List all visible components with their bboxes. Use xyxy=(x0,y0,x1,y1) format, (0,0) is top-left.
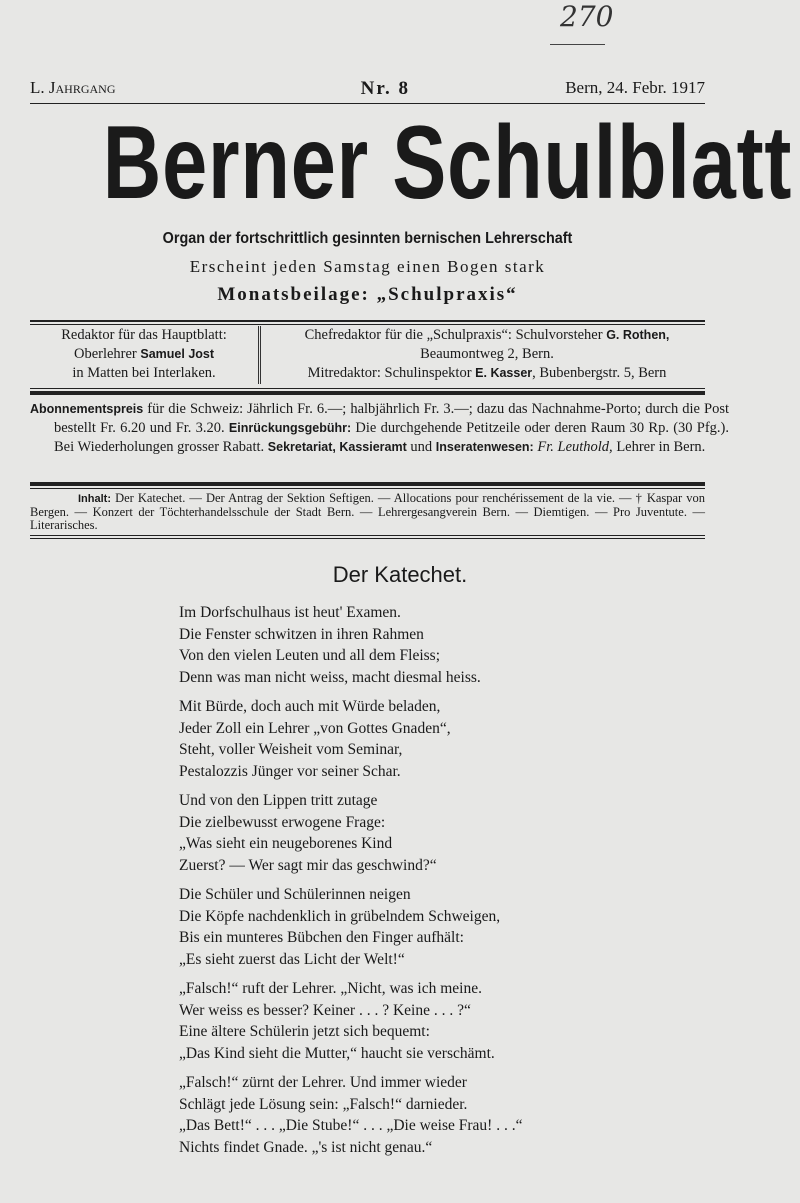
poem-stanza xyxy=(179,1072,522,1158)
subscription-text: für die Schweiz: Jährlich Fr. 6.—; halbjährlich Fr. 3.—; dazu das Nachnahme-Porto; durch die Post bestellt Fr. 6.20 und Fr. 3.20. xyxy=(54,401,729,436)
secretariat-label: Sekretariat, Kassieramt xyxy=(267,440,407,454)
ad-fee-label: Einrückungsgebühr: xyxy=(228,421,352,435)
poem-stanza xyxy=(179,884,522,970)
place-date: Bern, 24. Febr. 1917 xyxy=(565,78,705,97)
poem-stanza xyxy=(179,602,522,688)
conjunction: und xyxy=(410,439,433,455)
poem-line: Jeder Zoll ein Lehrer „von Gottes Gnaden“, xyxy=(179,719,451,737)
poem-line: Von den vielen Leuten und all dem Fleiss; xyxy=(179,647,441,664)
divider xyxy=(30,538,705,539)
poem-line: „Falsch!“ zürnt der Lehrer. Und immer wieder xyxy=(179,1074,467,1091)
divider xyxy=(30,324,705,325)
poem-line: Steht, voller Weisheit vom Seminar, xyxy=(179,741,403,758)
poem-line: Die zielbewusst erwogene Frage: xyxy=(179,813,386,831)
contents-label: Inhalt: xyxy=(78,493,111,505)
divider xyxy=(30,482,705,486)
poem-line: „Das Kind sieht die Mutter,“ haucht sie verschämt. xyxy=(179,1044,495,1062)
editor-place: in Matten bei Interlaken. xyxy=(72,365,216,381)
poem-line: Schlägt jede Lösung sein: „Falsch!“ darnieder. xyxy=(179,1095,468,1113)
editor-label: Redaktor für das Hauptblatt: xyxy=(61,327,227,343)
editors-box xyxy=(30,326,705,384)
co-editor-address: , Bubenbergstr. 5, Bern xyxy=(532,365,667,381)
poem-line: „Falsch!“ ruft der Lehrer. „Nicht, was ich meine. xyxy=(179,980,482,997)
table-of-contents xyxy=(30,492,705,532)
poem-line: „Das Bett!“ . . . „Die Stube!“ . . . „Die weise Frau! . . .“ xyxy=(179,1117,523,1134)
poem-line: Die Schüler und Schülerinnen neigen xyxy=(179,886,411,903)
poem-line: „Was sieht ein neugeborenes Kind xyxy=(179,835,393,852)
co-editor-title: Schulinspektor xyxy=(384,365,472,381)
supplement-editors xyxy=(261,326,705,384)
subscription-label: Abonnementspreis xyxy=(30,402,144,416)
poem xyxy=(179,602,522,1166)
poem-line: Bis ein munteres Bübchen den Finger aufhält: xyxy=(179,929,464,946)
poem-line: „Es sieht zuerst das Licht der Welt!“ xyxy=(179,950,405,968)
article-title: Der Katechet. xyxy=(332,562,468,587)
chief-editor-address: Beaumontweg 2, Bern. xyxy=(420,346,554,362)
secretary-name: Fr. Leuthold, xyxy=(537,439,613,455)
subscription-info xyxy=(30,400,729,457)
poem-line: Pestalozzis Jünger vor seiner Schar. xyxy=(179,762,401,780)
divider xyxy=(30,320,705,322)
divider xyxy=(30,391,705,395)
poem-line: Die Köpfe nachdenklich in grübelndem Schweigen, xyxy=(179,907,501,925)
chief-editor-label: Chefredaktor für die „Schulpraxis“: Schulvorsteher xyxy=(304,327,603,343)
main-editor xyxy=(30,326,261,384)
poem-stanza xyxy=(179,790,522,876)
divider xyxy=(30,535,705,536)
ad-fee-text: Die durchgehende Petitzeile oder deren Raum 30 Rp. (30 Pfg.). Bei Wiederholungen grosser Rabatt. xyxy=(54,420,730,455)
poem-line: Denn was man nicht weiss, macht diesmal heiss. xyxy=(179,668,481,686)
editor-title: Oberlehrer xyxy=(73,346,137,362)
volume: L. Jahrgang xyxy=(30,78,116,97)
poem-line: Im Dorfschulhaus ist heut' Examen. xyxy=(179,604,401,621)
advertising-label: Inseratenwesen: xyxy=(435,440,534,454)
poem-line: Nichts findet Gnade. „'s ist nicht genau.“ xyxy=(179,1138,433,1156)
editor-name: Samuel Jost xyxy=(140,347,215,361)
issue-number: Nr. 8 xyxy=(360,78,411,99)
poem-line: Eine ältere Schülerin jetzt sich bequemt: xyxy=(179,1023,430,1040)
poem-line: Und von den Lippen tritt zutage xyxy=(179,792,378,809)
poem-line: Wer weiss es besser? Keiner . . . ? Keine . . . ?“ xyxy=(179,1001,471,1019)
co-editor-label: Mitredaktor: xyxy=(307,365,381,381)
divider xyxy=(30,388,705,389)
subtitle-schedule: Erscheint jeden Samstag einen Bogen stark xyxy=(189,257,546,276)
poem-line: Mit Bürde, doch auch mit Würde beladen, xyxy=(179,698,441,715)
handwritten-page-number: 270 xyxy=(560,0,614,33)
co-editor-name: E. Kasser xyxy=(475,366,533,380)
chief-editor-name: G. Rothen, xyxy=(606,328,670,342)
newspaper-title: Berner Schulblatt xyxy=(102,105,793,221)
poem-stanza xyxy=(179,696,522,782)
poem-line: Die Fenster schwitzen in ihren Rahmen xyxy=(179,625,424,643)
handwritten-underline xyxy=(550,44,605,45)
contents-text: Der Katechet. — Der Antrag der Sektion Seftigen. — Allocations pour renchérissement de la vie. — † Kaspar von Bergen. — Konzert der Töchterhandelsschule der Stadt Bern. — Lehrergesangverein Bern. — Diemtigen. — Pro Juventute. — Literarisches. xyxy=(30,491,706,532)
poem-line: Zuerst? — Wer sagt mir das geschwind?“ xyxy=(179,856,437,874)
secretary-role: Lehrer in Bern. xyxy=(616,439,706,455)
poem-stanza xyxy=(179,978,522,1064)
subtitle-organ: Organ der fortschrittlich gesinnten bernischen Lehrerschaft xyxy=(162,230,573,247)
masthead-info xyxy=(30,78,705,100)
divider xyxy=(30,488,705,489)
subtitle-supplement: Monatsbeilage: „Schulpraxis“ xyxy=(217,284,518,305)
